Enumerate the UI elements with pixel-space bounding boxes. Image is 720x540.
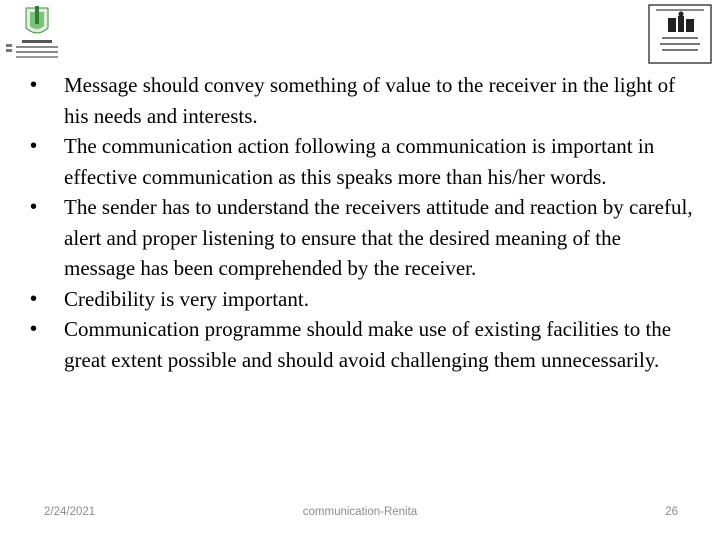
page-number: 26 [665,506,678,518]
bullet-list [24,70,694,375]
bullet-item: • The communication action following a communication is important in effective communication as this speaks more than his/her words. [24,131,694,192]
college-crest-logo-icon [2,2,68,66]
naac-logo [648,4,712,64]
footer-title: communication-Renita [302,506,418,518]
bullet-item: • Credibility is very important. [24,284,694,315]
bullet-item: • Message should convey something of value to the receiver in the light of his needs and interests. [24,70,694,131]
footer-date: 2/24/2021 [44,506,96,518]
naac-seal-logo-icon [648,4,712,64]
bullet-item: • Communication programme should make use of existing facilities to the great extent possible and should avoid challenging them unnecessarily. [24,314,694,375]
bullet-item: • The sender has to understand the receivers attitude and reaction by careful, alert and proper listening to ensure that the desired meaning of the message has been comprehended by the receiver. [24,192,694,284]
college-logo [2,2,68,66]
